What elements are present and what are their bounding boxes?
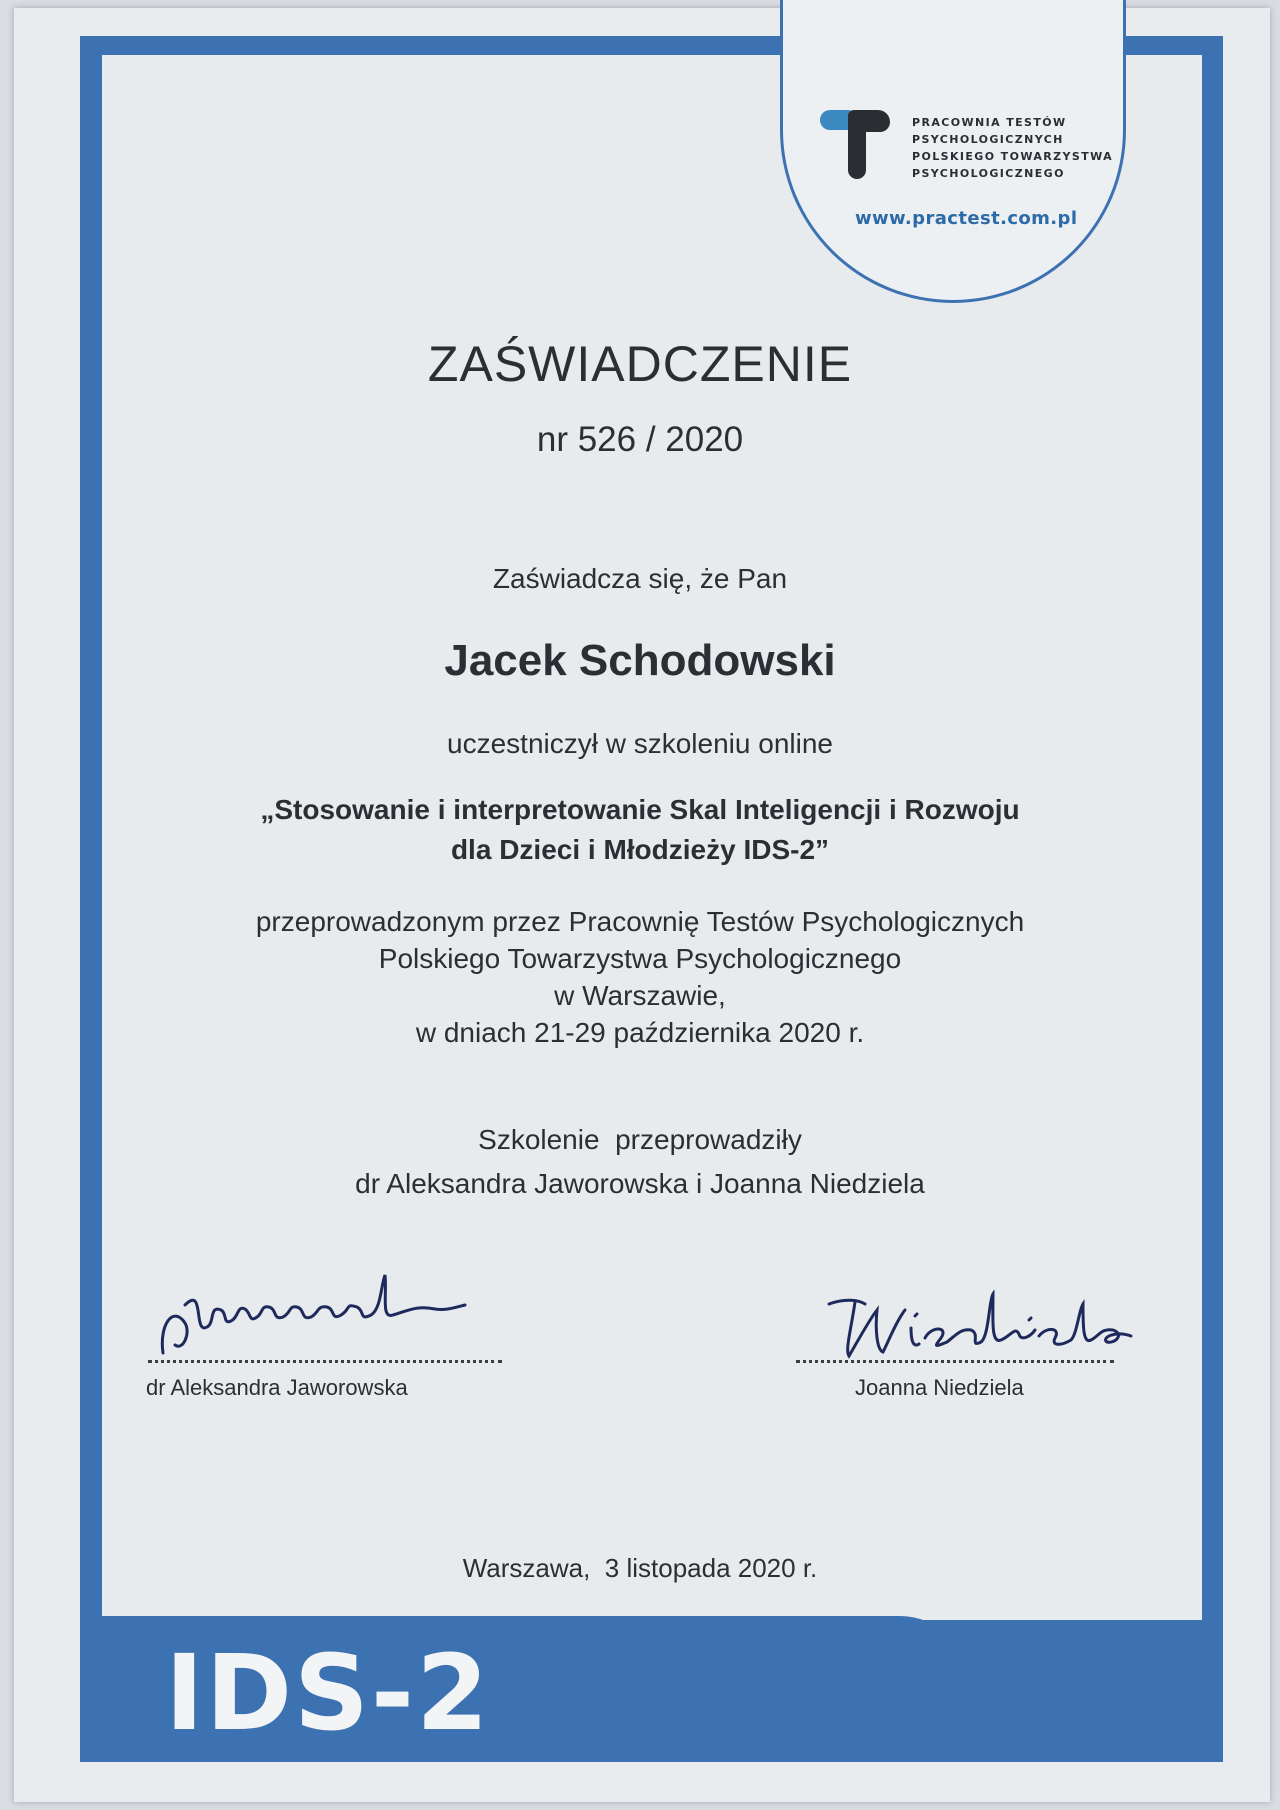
organizer-line-1: przeprowadzonym przez Pracownię Testów Psychologicznych [255, 906, 1025, 937]
brand-logo-text: IDS-2 [165, 1632, 491, 1754]
logo-line-3: POLSKIEGO TOWARZYSTWA [912, 150, 1114, 163]
trainers-info [0, 1118, 1280, 1206]
certificate-title: ZAŚWIADCZENIE [427, 336, 853, 392]
right-signature-line [796, 1360, 1114, 1363]
issue-date: Warszawa, 3 listopada 2020 r. [462, 1553, 818, 1583]
certificate-intro: Zaświadcza się, że Pan [492, 563, 788, 594]
course-title-line-2: dla Dzieci i Młodzieży IDS-2” [450, 834, 830, 865]
left-signature-line [148, 1360, 502, 1363]
trainers-line-1: Szkolenie przeprowadziły [478, 1124, 802, 1155]
participation-text: uczestniczył w szkoleniu online [447, 728, 833, 759]
logo-line-1: PRACOWNIA TESTÓW [912, 116, 1067, 129]
organizer-line-2: Polskiego Towarzystwa Psychologicznego [378, 943, 902, 974]
certificate-number: nr 526 / 2020 [536, 420, 744, 459]
left-signatory-name: dr Aleksandra Jaworowska [146, 1375, 408, 1400]
organizer-details [0, 903, 1280, 1051]
organizer-line-4: w dniach 21-29 października 2020 r. [415, 1017, 865, 1048]
website-link[interactable]: www.practest.com.pl [855, 208, 1078, 229]
logo-line-4: PSYCHOLOGICZNEGO [912, 167, 1065, 180]
course-title-line-1: „Stosowanie i interpretowanie Skal Inteligencji i Rozwoju [260, 794, 1020, 825]
logo-line-2: PSYCHOLOGICZNYCH [912, 133, 1064, 146]
trainers-line-2: dr Aleksandra Jaworowska i Joanna Niedziela [355, 1168, 925, 1199]
right-signatory-name: Joanna Niedziela [855, 1375, 1024, 1400]
left-signature-icon [145, 1265, 475, 1360]
organizer-line-3: w Warszawie, [554, 980, 726, 1011]
logo-org-name [912, 114, 1113, 182]
right-signature-icon [825, 1290, 1135, 1365]
recipient-name: Jacek Schodowski [444, 636, 836, 685]
practest-logo-icon [820, 110, 895, 180]
course-title [0, 790, 1280, 870]
